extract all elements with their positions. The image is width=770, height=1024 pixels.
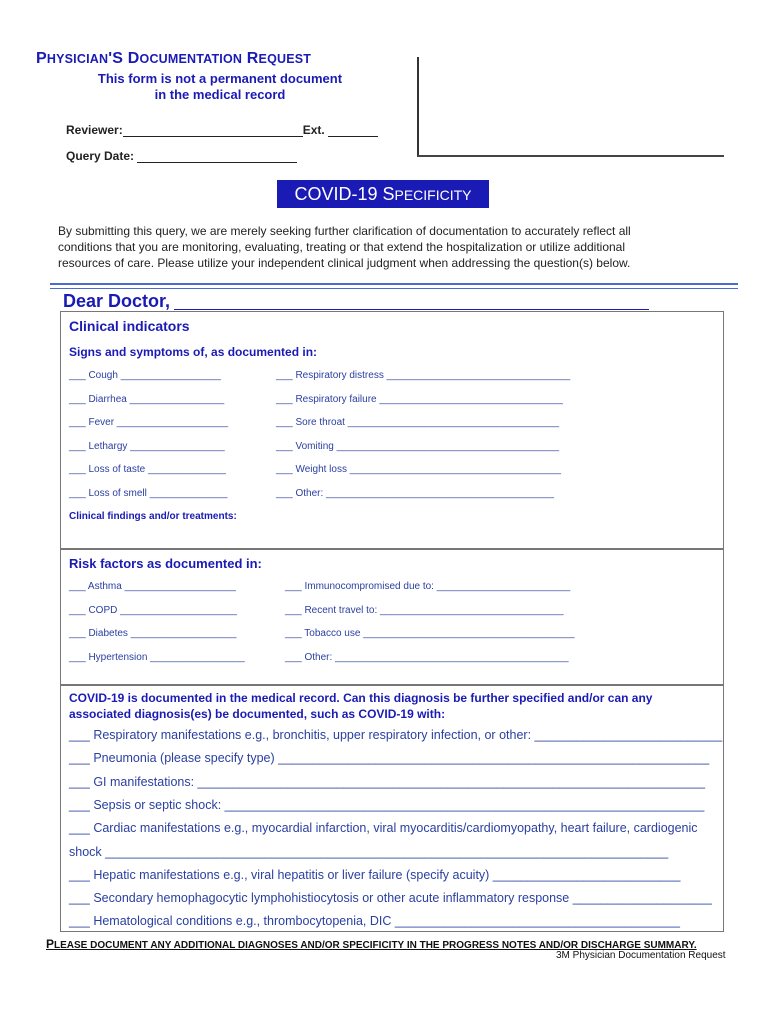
form-subtitle-line2: in the medical record [154, 87, 286, 102]
clinical-findings-label: Clinical findings and/or treatments: [69, 511, 237, 522]
covid-item[interactable]: ___ Hepatic manifestations e.g., viral hepatitis or liver failure (specify acuity) ___________________________ [69, 867, 681, 882]
covid-item[interactable]: ___ Pneumonia (please specify type) ______________________________________________________________ [69, 751, 710, 766]
ext-label: Ext. [302, 123, 325, 137]
intro-paragraph: By submitting this query, we are merely seeking further clarification of documentation to accurately reflect all conditions that you are monitoring, evaluating, treating or that extend the hospitalization or utilize additional resources of care. Please utilize your independent clinical judgment when addressing the question(s) below. [58, 224, 631, 270]
signature-bracket-horizontal [417, 155, 724, 157]
risk-item[interactable]: ___ Hypertension _________________ [69, 651, 245, 663]
symptom-item[interactable]: ___ Diarrhea _________________ [69, 393, 225, 405]
title-part: 'S [108, 50, 128, 67]
title-part: D [127, 50, 140, 67]
risk-item[interactable]: ___ Other: __________________________________________ [285, 651, 569, 663]
clinical-heading: Clinical indicators [69, 318, 190, 334]
ext-input-line[interactable] [328, 124, 378, 137]
reviewer-input-line[interactable] [123, 124, 303, 137]
reviewer-label: Reviewer: [66, 123, 123, 137]
title-part: HYSICIAN [46, 52, 109, 66]
reviewer-field[interactable] [66, 123, 378, 137]
covid-item[interactable]: ___ Cardiac manifestations e.g., myocardial infarction, viral myocarditis/cardiomyopathy, heart failure, cardiogenic [69, 821, 698, 836]
covid-item[interactable]: ___ Hematological conditions e.g., thrombocytopenia, DIC _________________________________________ [69, 914, 680, 929]
covid-item[interactable]: ___ GI manifestations: _________________________________________________________________________ [69, 774, 706, 789]
symptom-item[interactable]: ___ Respiratory distress _________________________________ [276, 370, 571, 381]
covid-item[interactable]: ___ Sepsis or septic shock: _____________________________________________________________________ [69, 797, 705, 812]
risk-item[interactable]: ___ Asthma ____________________ [69, 581, 236, 592]
title-part: P [36, 50, 47, 67]
title-part: OCUMENTATION [139, 52, 243, 66]
symptom-item[interactable]: ___ Other: _________________________________________ [276, 487, 555, 499]
risk-item[interactable]: ___ COPD _____________________ [69, 604, 237, 616]
covid-specificity-badge [277, 180, 489, 208]
form-subtitle-line1: This form is not a permanent document [97, 71, 343, 86]
query-date-input-line[interactable] [137, 150, 297, 163]
badge-text-small: PECIFICITY [394, 187, 472, 203]
query-date-field[interactable] [66, 149, 297, 163]
footer-instruction [46, 937, 697, 951]
symptom-item[interactable]: ___ Weight loss ______________________________________ [276, 464, 562, 475]
divider-line [50, 283, 738, 285]
form-credit: 3M Physician Documentation Request [556, 950, 726, 961]
signature-bracket-vertical [417, 57, 419, 157]
symptom-item[interactable]: ___ Fever ____________________ [69, 417, 229, 428]
form-title [36, 50, 311, 68]
divider-line-thin [50, 288, 738, 289]
title-part: EQUEST [258, 52, 312, 66]
symptom-item[interactable]: ___ Sore throat ______________________________________ [276, 417, 560, 428]
symptom-item[interactable]: ___ Respiratory failure _________________________________ [276, 393, 563, 405]
query-date-label: Query Date: [66, 149, 135, 163]
covid-item[interactable]: ___ Respiratory manifestations e.g., bronchitis, upper respiratory infection, or other: ___________________________ [69, 728, 723, 742]
symptom-item[interactable]: ___ Loss of taste ______________ [69, 464, 226, 475]
greeting-underline [174, 309, 649, 310]
badge-text-main: COVID-19 S [294, 184, 395, 204]
covid-item[interactable]: shock _________________________________________________________________________________ [69, 844, 669, 859]
risk-item[interactable]: ___ Diabetes ___________________ [69, 628, 237, 639]
footer-first-letter: P [46, 937, 55, 951]
symptom-item[interactable]: ___ Loss of smell ______________ [69, 487, 228, 499]
symptom-item[interactable]: ___ Vomiting ________________________________________ [276, 440, 560, 452]
covid-question: COVID-19 is documented in the medical record. Can this diagnosis be further specified and/or can any associated diagnosis(es) be documented, such as COVID-19 with: [69, 691, 653, 721]
covid-item[interactable]: ___ Secondary hemophagocytic lymphohistiocytosis or other acute inflammatory response ____________________ [69, 891, 712, 906]
signs-subheading: Signs and symptoms of, as documented in: [69, 345, 318, 359]
footer-text: LEASE DOCUMENT ANY ADDITIONAL DIAGNOSES AND/OR SPECIFICITY IN THE PROGRESS NOTES AND/OR DISCHARGE SUMMARY. [54, 940, 697, 951]
risk-heading: Risk factors as documented in: [69, 556, 262, 571]
symptom-item[interactable]: ___ Cough __________________ [69, 370, 221, 381]
symptom-item[interactable]: ___ Lethargy _________________ [69, 440, 225, 452]
risk-item[interactable]: ___ Recent travel to: _________________________________ [285, 604, 564, 616]
risk-item[interactable]: ___ Immunocompromised due to: ________________________ [285, 581, 571, 592]
title-part: R [242, 50, 259, 67]
risk-item[interactable]: ___ Tobacco use ______________________________________ [285, 628, 575, 639]
greeting: Dear Doctor, [63, 291, 171, 311]
